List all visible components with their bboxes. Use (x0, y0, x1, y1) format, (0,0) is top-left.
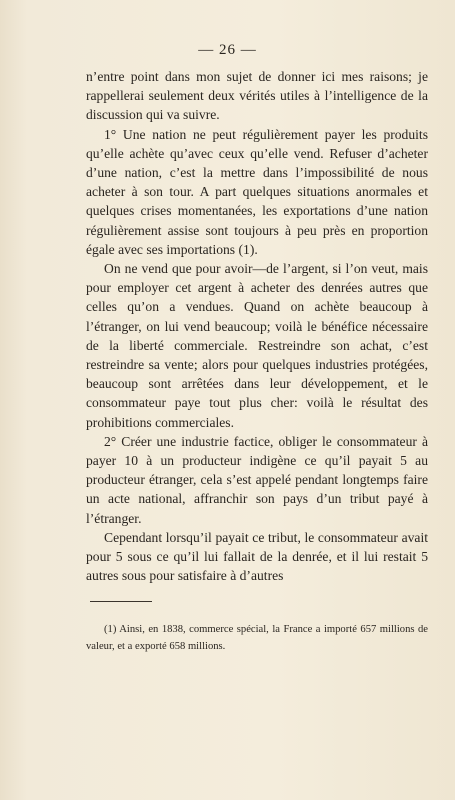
paragraph-2: 1° Une nation ne peut régulièrement payer les produits qu’elle achète qu’avec ceux qu’elle vend. Refuser d’acheter d’une nation, c’est la mettre dans l’impossibilité de nous acheter à son tour. A part quelques situations anormales et quelques crises momentanées, les exportations d’une nation régulièrement assise sont toujours à peu près en proportion égale avec ses importations (1). (86, 126, 428, 257)
footnote-divider (90, 601, 152, 602)
paragraph-1: n’entre point dans mon sujet de donner ici mes raisons; je rappellerai seulement deux vérités utiles à l’intelligence de la discussion qui va suivre. (86, 69, 428, 123)
paragraph-3: On ne vend que pour avoir—de l’argent, si l’on veut, mais pour employer cet argent à acheter des denrées autres que celles qu’on a vendues. Quand on achète beaucoup à l’étranger, on lui vend beaucoup; voilà le bénéfice nécessaire de la liberté commerciale. Restreindre son achat, c’est restreindre sa vente; alors pour quelques industries protégées, beaucoup sont arrêtées dans leur développement, et le consommateur paye tout plus cher: voilà le résultat des prohibitions commerciales. (86, 261, 428, 430)
footnote-text: (1) Ainsi, en 1838, commerce spécial, la France a importé 657 millions de valeur, et a exporté 658 millions. (86, 624, 428, 652)
footnote (86, 622, 428, 655)
main-text (86, 67, 428, 585)
paragraph-5: Cependant lorsqu’il payait ce tribut, le consommateur avait pour 5 sous ce qu’il lui fallait de la denrée, et il lui restait 5 autres sous pour satisfaire à d’autres (86, 529, 428, 584)
page-number: — 26 — (198, 42, 257, 58)
paragraph-4: 2° Créer une industrie factice, obliger le consommateur à payer 10 à un producteur indigène ce qu’il payait 5 au producteur étranger, cela s’est appelé pendant longtemps faire un acte national, affranchir son pays d’un tribut payé à l’étranger. (86, 433, 428, 526)
